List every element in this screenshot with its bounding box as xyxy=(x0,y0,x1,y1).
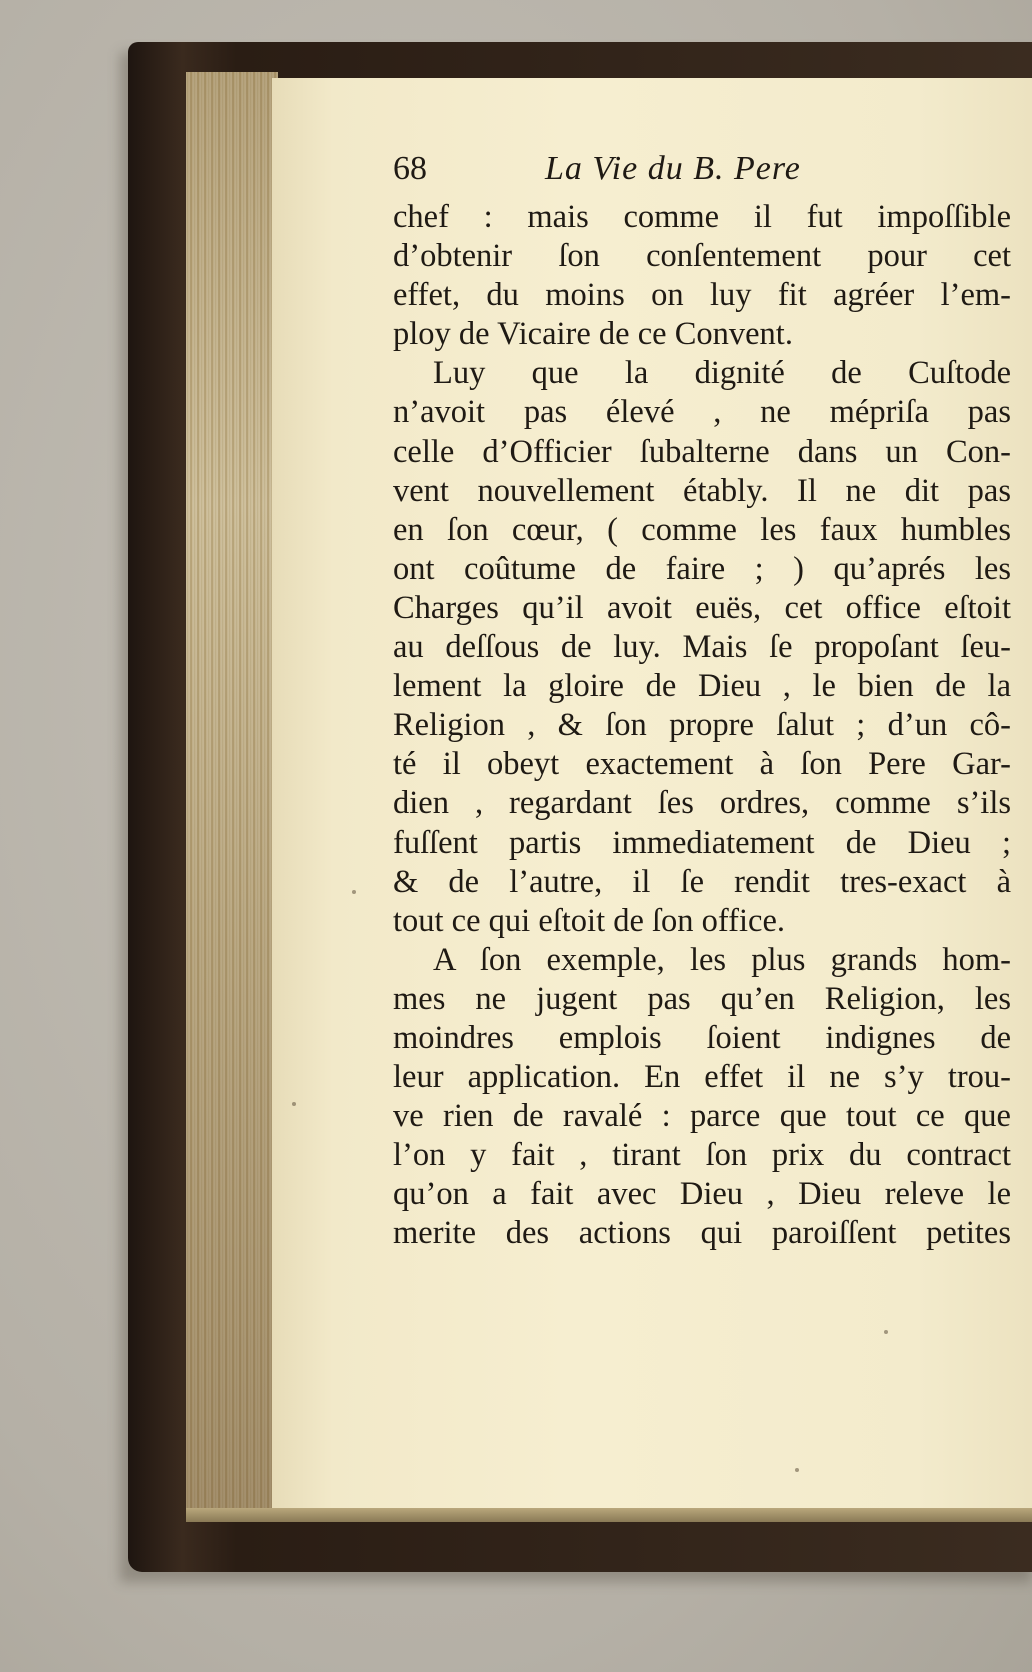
body-text xyxy=(393,198,1011,1254)
ink-speck xyxy=(352,890,356,894)
text-line: qu’on a fait avec Dieu , Dieu releve le xyxy=(393,1176,1011,1213)
page-text-block xyxy=(393,150,1011,1254)
text-line: té il obeyt exactement à ſon Pere Gar- xyxy=(393,746,1011,783)
text-line: d’obtenir ſon conſentement pour cet xyxy=(393,238,1011,275)
text-line: Luy que la dignité de Cuſtode xyxy=(433,355,1011,392)
text-line: ploy de Vicaire de ce Convent. xyxy=(393,316,793,353)
text-line: merite des actions qui paroiſſent petites xyxy=(393,1215,1011,1252)
page-edges-stain xyxy=(186,72,278,1512)
ink-speck xyxy=(795,1468,799,1472)
ink-speck xyxy=(884,1330,888,1334)
text-line: tout ce qui eſtoit de ſon office. xyxy=(393,902,785,939)
text-line: leur application. En effet il ne s’y trou- xyxy=(393,1059,1011,1096)
text-line: Religion , & ſon propre ſalut ; d’un cô- xyxy=(393,707,1011,744)
text-line: vent nouvellement étably. Il ne dit pas xyxy=(393,472,1011,509)
text-line: A ſon exemple, les plus grands hom- xyxy=(433,941,1011,978)
text-line: en ſon cœur, ( comme les faux humbles xyxy=(393,511,1011,548)
page-number: 68 xyxy=(393,150,427,187)
text-line: dien , regardant ſes ordres, comme s’ils xyxy=(393,785,1011,822)
text-line: l’on y fait , tirant ſon prix du contract xyxy=(393,1137,1011,1174)
text-line: ve rien de ravalé : parce que tout ce que xyxy=(393,1098,1011,1135)
text-line: & de l’autre, il ſe rendit tres-exact à xyxy=(393,863,1011,900)
text-line: celle d’Officier ſubalterne dans un Con- xyxy=(393,433,1011,470)
text-line: au deſſous de luy. Mais ſe propoſant ſeu- xyxy=(393,629,1011,666)
text-line: chef : mais comme il fut impoſſible xyxy=(393,199,1011,235)
text-line: mes ne jugent pas qu’en Religion, les xyxy=(393,980,1011,1017)
page-header xyxy=(393,150,1011,198)
text-line: effet, du moins on luy fit agréer l’em- xyxy=(393,277,1011,314)
text-line: fuſſent partis immediatement de Dieu ; xyxy=(393,824,1011,861)
text-line: lement la gloire de Dieu , le bien de la xyxy=(393,668,1011,705)
text-line: ont coûtume de faire ; ) qu’aprés les xyxy=(393,550,1011,587)
ink-speck xyxy=(292,1102,296,1106)
running-title: La Vie du B. Pere xyxy=(545,150,801,187)
text-line: Charges qu’il avoit euës, cet office eſtoit xyxy=(393,589,1011,626)
text-line: n’avoit pas élevé , ne mépriſa pas xyxy=(393,394,1011,431)
page-bottom-edge xyxy=(186,1508,1032,1522)
text-line: moindres emplois ſoient indignes de xyxy=(393,1019,1011,1056)
